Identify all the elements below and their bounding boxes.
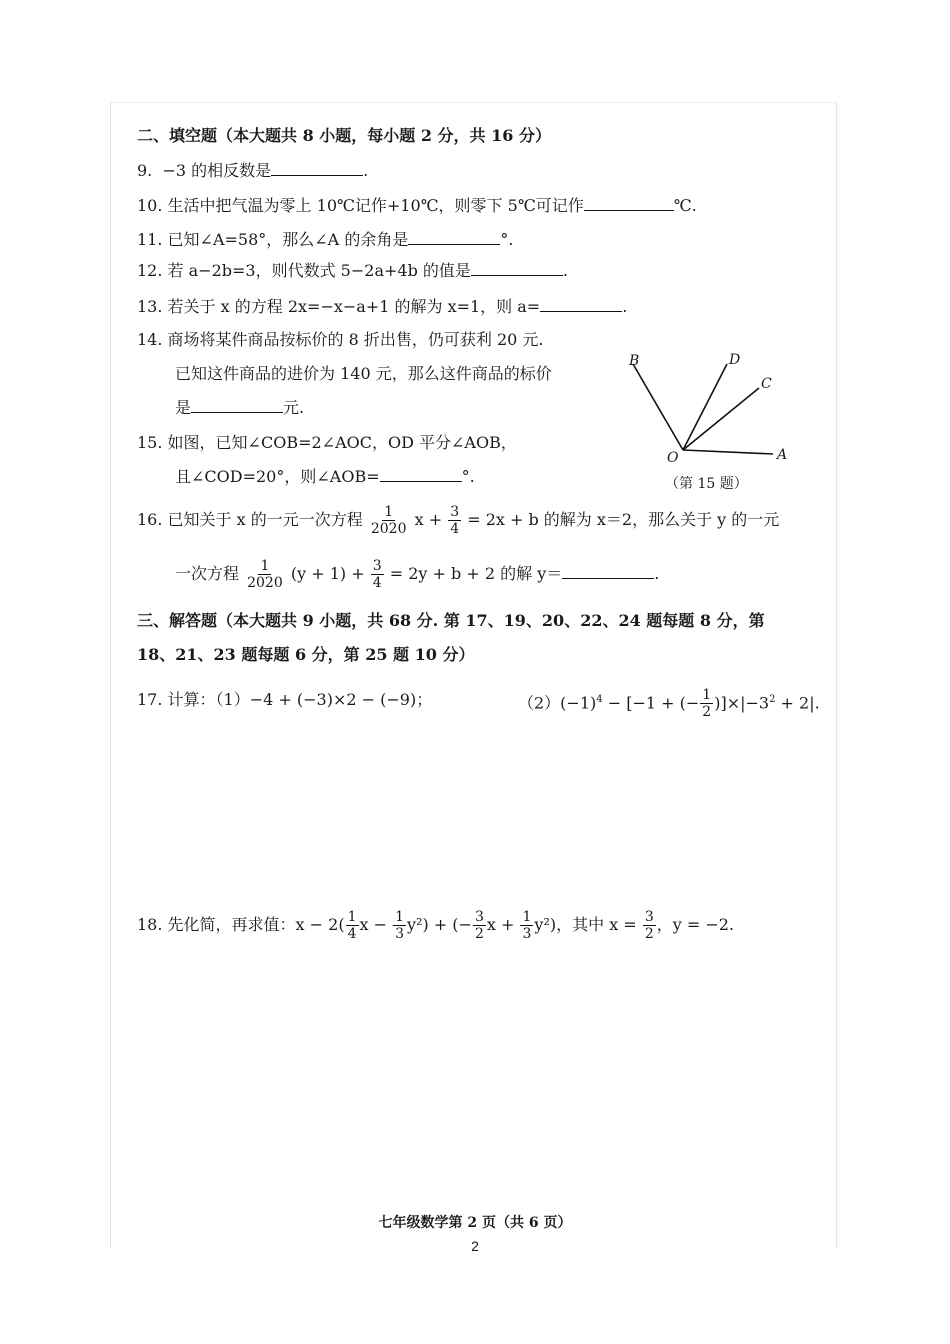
question-9: 9. −3 的相反数是 . — [137, 161, 369, 180]
fraction-1-2020: $\frac{1}{2020}$ — [247, 558, 283, 591]
fraction-3-2: $\frac{3}{2}$ — [644, 909, 654, 942]
answer-blank[interactable] — [562, 564, 654, 579]
point-b-label: B — [629, 353, 640, 369]
question-number: 13. — [137, 297, 163, 316]
page-number: 2 — [471, 1238, 479, 1254]
question-13: 13. 若关于 x 的方程 2x=−x−a+1 的解为 x=1，则 a= . — [137, 297, 628, 316]
question-text: 已知∠A=58°，那么∠A 的余角是 — [167, 230, 409, 249]
question-15-line-2: 且∠COD=20°，则∠AOB= °. — [175, 467, 475, 486]
question-text: 生活中把气温为零上 10℃记作+10℃，则零下 5℃可记作 — [167, 196, 584, 215]
question-number: 15. — [137, 433, 163, 452]
answer-blank[interactable] — [271, 161, 363, 176]
question-12: 12. 若 a−2b=3，则代数式 5−2a+4b 的值是 . — [137, 261, 568, 280]
fraction-1-2020: $\frac{1}{2020}$ — [370, 504, 407, 537]
question-11: 11. 已知∠A=58°，那么∠A 的余角是 °. — [137, 230, 514, 249]
question-number: 9. — [137, 161, 153, 180]
point-a-label: A — [777, 447, 788, 463]
question-10: 10. 生活中把气温为零上 10℃记作+10℃，则零下 5℃可记作 ℃. — [137, 196, 697, 215]
question-17-part-1: 计算：（1）−4 + (−3)×2 − (−9)； — [167, 690, 433, 709]
ray-od — [683, 364, 727, 450]
point-o-label: O — [667, 450, 679, 466]
answer-blank[interactable] — [584, 196, 674, 211]
question-text: −3 的相反数是 — [162, 161, 272, 180]
question-number: 12. — [137, 261, 163, 280]
point-d-label: D — [729, 352, 741, 368]
question-17-part-2: $(2)(-1)^4 - [-1$ + (− $\frac{1}{2}$ )]$\times|-3^2 + 2|$. — [518, 687, 820, 721]
answer-blank[interactable] — [408, 230, 500, 245]
question-number: 14. — [137, 330, 163, 349]
fraction-1-4: $\frac{1}{4}$ — [347, 909, 357, 942]
question-14-line-3: 是 元. — [175, 398, 305, 417]
question-number: 16. — [137, 510, 163, 529]
question-16-line-2: 一次方程 $\frac{1}{2020}$ (y + 1) + $\frac{3}{4}$ = 2y + b + 2 的解 y＝ . — [175, 558, 660, 591]
answer-blank[interactable] — [471, 261, 563, 276]
section-three-title-line-2: 18、21、23 题每题 6 分，第 25 题 10 分） — [137, 645, 475, 664]
question-16-line-1: 16. 已知关于 x 的一元一次方程 $\frac{1}{2020}$ x + $\frac{3}{4}$ = 2x + b 的解为 x＝2，那么关于 y 的一元 — [137, 504, 780, 537]
question-number: 17. — [137, 690, 163, 709]
fraction-3-4: $\frac{3}{4}$ — [372, 558, 382, 591]
question-18: 18. 先化简，再求值：x − 2( $\frac{1}{4}$ x − $\frac{1}{3}$ y²) + (− $\frac{3}{2}$ x + $\frac{1}{3}$ y²)，其中 x = $\frac{3}{2}$ ，y = −2. — [137, 909, 735, 942]
page-footer: 七年级数学第 2 页（共 6 页） — [378, 1215, 572, 1231]
fraction-3-2: $\frac{3}{2}$ — [474, 909, 484, 942]
answer-blank[interactable] — [380, 467, 462, 482]
answer-blank[interactable] — [191, 398, 283, 413]
ray-ob — [633, 364, 683, 450]
ray-oc — [683, 388, 759, 450]
fraction-1-3: $\frac{1}{3}$ — [395, 909, 405, 942]
figure-caption: （第 15 题） — [665, 476, 748, 492]
question-17 — [137, 680, 432, 720]
fraction-3-4: $\frac{3}{4}$ — [450, 504, 460, 537]
question-number: 18. — [137, 915, 163, 934]
ray-oa — [683, 450, 773, 454]
section-three-title-line-1: 三、解答题（本大题共 9 小题，共 68 分. 第 17、19、20、22、24 题每题 8 分，第 — [137, 611, 765, 630]
fraction-1-3: $\frac{1}{3}$ — [522, 909, 532, 942]
question-number: 11. — [137, 230, 163, 249]
answer-blank[interactable] — [540, 297, 622, 312]
section-two-title: 二、填空题（本大题共 8 小题，每小题 2 分，共 16 分） — [137, 126, 551, 145]
fraction-1-2: $\frac{1}{2}$ — [702, 687, 712, 721]
question-number: 10. — [137, 196, 163, 215]
angle-figure — [615, 350, 805, 495]
question-14-line-2: 已知这件商品的进价为 140 元，那么这件商品的标价 — [175, 364, 552, 383]
question-text: 若关于 x 的方程 2x=−x−a+1 的解为 x=1，则 a= — [167, 297, 541, 316]
question-text: 若 a−2b=3，则代数式 5−2a+4b 的值是 — [167, 261, 471, 280]
question-15-line-1: 15. 如图，已知∠COB=2∠AOC，OD 平分∠AOB， — [137, 433, 517, 452]
point-c-label: C — [761, 376, 772, 392]
question-14-line-1: 14. 商场将某件商品按标价的 8 折出售，仍可获利 20 元. — [137, 330, 544, 349]
